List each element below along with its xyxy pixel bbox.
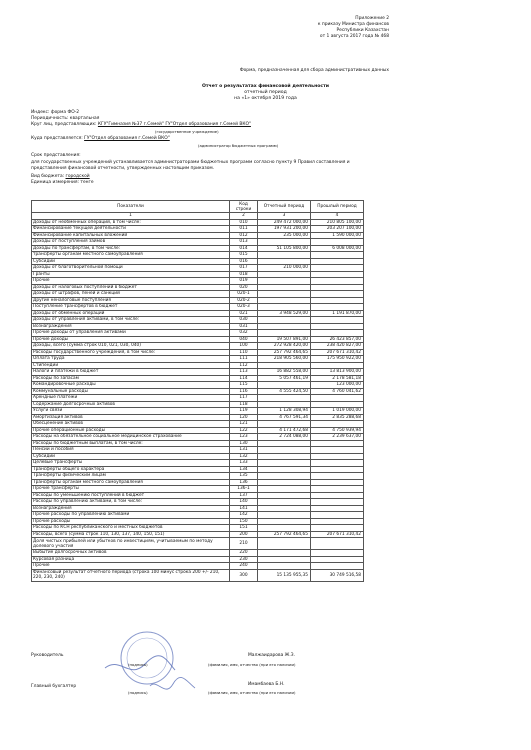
row-indicator: Пенсии и пособия: [32, 447, 230, 454]
row-code: 220: [230, 550, 258, 557]
row-code: 240: [230, 563, 258, 570]
row-indicator: Расходы по управлению активами, в том числе:: [32, 499, 230, 506]
row-code: 113: [230, 369, 258, 376]
deadline-text-2: представления финансовой отчетности, утвержденных настоящим приказом.: [31, 166, 215, 171]
row-code: 136-1: [230, 486, 258, 493]
order-reference: [318, 16, 389, 40]
country-line: Республики Казахстан: [336, 28, 389, 33]
row-code: 020-3: [230, 304, 258, 311]
row-code: 200: [230, 531, 258, 538]
row-indicator: Вознаграждения: [32, 323, 230, 330]
row-code: 132: [230, 453, 258, 460]
row-code: 016: [230, 258, 258, 265]
deadline-label: Срок представления:: [31, 153, 81, 158]
head-signature-note: (подпись): [128, 662, 148, 667]
row-code: 123: [230, 434, 258, 441]
column-number: 3: [258, 213, 311, 220]
row-code: 120: [230, 414, 258, 421]
row-previous-value: 13 813 900,00: [311, 369, 364, 376]
row-previous-value: 1 191 870,00: [311, 310, 364, 317]
row-code: 012: [230, 232, 258, 239]
header-previous-period: Прошлый период: [311, 201, 364, 213]
row-code: 121: [230, 421, 258, 428]
row-current-value: 5 057 461,19: [258, 375, 311, 382]
row-current-value: 4 767 591,34: [258, 414, 311, 421]
reporting-entity-note: (государственное учреждение): [155, 129, 219, 134]
row-indicator: Курсовая разница: [32, 556, 230, 563]
row-indicator: Целевые трансферты: [32, 460, 230, 467]
head-name-note: (фамилия, имя, отчество (при его наличии): [208, 662, 296, 667]
row-current-value: 1 128 308,94: [258, 408, 311, 415]
row-current-value: 16 882 558,00: [258, 369, 311, 376]
budget-type-value: городской: [65, 174, 90, 179]
row-code: 019: [230, 278, 258, 285]
row-indicator: Доходы по трансфертам, в том числе:: [32, 245, 230, 252]
appendix-line: Приложение 2: [355, 16, 389, 21]
row-indicator: Расходы по запасам: [32, 375, 230, 382]
table-row: [32, 538, 364, 550]
row-code: 013: [230, 239, 258, 246]
row-indicator: Доходы от штрафов, пеней и санкций: [32, 291, 230, 298]
row-current-value: 218 905 560,00: [258, 356, 311, 363]
row-current-value: 2 724 088,00: [258, 434, 311, 441]
row-code: 141: [230, 505, 258, 512]
chief-accountant-name: Имамбаева Б.Н.: [248, 682, 285, 687]
row-indicator: Доходы от благотворительной помощи: [32, 265, 230, 272]
row-previous-value: 1 590 000,00: [311, 232, 364, 239]
row-code: 020-1: [230, 291, 258, 298]
row-code: 017: [230, 265, 258, 272]
row-indicator: трансферты органам местного самоуправления: [32, 252, 230, 259]
row-current-value: 4 171 472,68: [258, 427, 311, 434]
row-code: 133: [230, 460, 258, 467]
deadline-text-1: для государственных учреждений устанавливается администраторами бюджетных программ согласно пункту 9 Правил составления и: [31, 160, 350, 165]
recipient-label: Куда представляется:: [31, 136, 83, 141]
row-previous-value: 2 239 637,00: [311, 434, 364, 441]
row-code: 134: [230, 466, 258, 473]
row-code: 117: [230, 395, 258, 402]
row-code: 014: [230, 245, 258, 252]
header-indicator: Показатели: [32, 201, 230, 213]
row-current-value: [258, 538, 311, 550]
row-code: 118: [230, 401, 258, 408]
row-previous-value: 175 950 922,00: [311, 356, 364, 363]
row-current-value: 257 792 464,65: [258, 531, 311, 538]
row-indicator: Финансирование капитальных вложений: [32, 232, 230, 239]
row-indicator: Обесценение активов: [32, 421, 230, 428]
row-indicator: Расходы по бюджетным выплатам, в том числе:: [32, 440, 230, 447]
row-previous-value: 207 671 310,42: [311, 349, 364, 356]
table-header-row: [32, 201, 364, 213]
row-indicator: Поступление трансфертов в бюджет: [32, 304, 230, 311]
row-indicator: Оплата труда: [32, 356, 230, 363]
row-indicator: Доля чистых прибылей или убытков по инвестициям, учитываемым по методу долевого участия: [32, 538, 230, 550]
chief-accountant-label: Главный бухгалтер: [31, 684, 77, 689]
row-code: 110: [230, 349, 258, 356]
row-indicator: Выбытие долгосрочных активов: [32, 550, 230, 557]
row-current-value: 19 507 891,00: [258, 336, 311, 343]
row-code: 020-2: [230, 297, 258, 304]
table-body: [32, 219, 364, 581]
head-label: Руководитель: [31, 653, 64, 658]
financial-results-table: [31, 200, 364, 582]
row-code: 300: [230, 569, 258, 581]
row-code: 114: [230, 375, 258, 382]
row-code: 142: [230, 512, 258, 519]
periodicity: Периодичность: квартальная: [31, 116, 100, 121]
row-indicator: Финансовый результат отчетного периода (строка 100 минус строка 200 +/- 210, 220, 230, 240): [32, 569, 230, 581]
row-indicator: Субсидии: [32, 453, 230, 460]
row-current-value: 4 555 424,50: [258, 388, 311, 395]
report-title: Отчет о результатах финансовой деятельности: [201, 84, 330, 89]
row-indicator: Коммунальные расходы: [32, 388, 230, 395]
row-code: 100: [230, 343, 258, 350]
row-indicator: Другие неналоговые поступления: [32, 297, 230, 304]
row-indicator: Финансирование текущей деятельности: [32, 226, 230, 233]
column-number: 1: [32, 213, 230, 220]
column-number: 4: [311, 213, 364, 220]
budget-type-label: Вид бюджета:: [31, 174, 65, 179]
row-indicator: Прочие трансферты: [32, 486, 230, 493]
recipient-value: ГУ"Отдел образования г.Семей ВКО": [84, 136, 170, 141]
row-indicator: Расходы государственного учреждения, в том числе:: [32, 349, 230, 356]
row-previous-value: 30 749 516,58: [311, 569, 364, 581]
row-previous-value: 4 750 939,94: [311, 427, 364, 434]
row-current-value: 3 948 529,00: [258, 310, 311, 317]
recipient: [31, 136, 170, 142]
row-indicator: Прочие доходы от управления активами: [32, 330, 230, 337]
row-previous-value: 1 019 000,00: [311, 408, 364, 415]
row-indicator: Расходы по уменьшению поступлений в бюджет: [32, 492, 230, 499]
row-current-value: 197 931 200,00: [258, 226, 311, 233]
row-indicator: Стипендии: [32, 362, 230, 369]
row-indicator: Трансферты органам местного самоуправления: [32, 479, 230, 486]
reporting-entity-value: КГУ"Гимназия №37 г.Семей" ГУ"Отдел образования г.Семей ВКО": [97, 122, 251, 127]
row-code: 030: [230, 317, 258, 324]
row-code: 131: [230, 447, 258, 454]
head-name: Малжаидарова Ж.З.: [248, 653, 295, 658]
row-code: 032: [230, 330, 258, 337]
row-indicator: Прочие расходы по управлению активами: [32, 512, 230, 519]
row-indicator: Гранты: [32, 271, 230, 278]
report-period-label: отчетный период: [244, 90, 287, 95]
row-code: 020: [230, 284, 258, 291]
row-indicator: Доходы от налоговых поступлений в бюджет: [32, 284, 230, 291]
official-stamp-and-signature: [95, 628, 205, 706]
row-code: 119: [230, 408, 258, 415]
reporting-entity: [31, 122, 251, 128]
row-current-value: 272 928 420,00: [258, 343, 311, 350]
row-code: 122: [230, 427, 258, 434]
row-current-value: 257 792 464,65: [258, 349, 311, 356]
row-indicator: Расходы, всего (сумма строк 110, 130, 137, 140, 150, 151): [32, 531, 230, 538]
row-previous-value: 123 000,00: [311, 382, 364, 389]
row-code: 135: [230, 473, 258, 480]
row-current-value: 15 135 955,35: [258, 569, 311, 581]
row-indicator: Прочие расходы: [32, 518, 230, 525]
row-indicator: Трансферты общего характера: [32, 466, 230, 473]
row-previous-value: 2 178 581,18: [311, 375, 364, 382]
row-code: 140: [230, 499, 258, 506]
row-code: 010: [230, 219, 258, 226]
row-previous-value: 238 420 827,00: [311, 343, 364, 350]
row-code: 210: [230, 538, 258, 550]
row-current-value: 235 000,00: [258, 232, 311, 239]
recipient-note: (администратор бюджетных программ): [198, 143, 279, 148]
row-previous-value: [311, 538, 364, 550]
row-indicator: Содержание долгосрочных активов: [32, 401, 230, 408]
chief-accountant-signature-note: (подпись): [128, 690, 148, 695]
row-indicator: Налоги и платежи в бюджет: [32, 369, 230, 376]
row-code: 018: [230, 271, 258, 278]
row-indicator: Амортизация активов: [32, 414, 230, 421]
row-current-value: 249 472 000,00: [258, 219, 311, 226]
row-indicator: Трансферты физическим лицам: [32, 473, 230, 480]
row-code: 137: [230, 492, 258, 499]
row-indicator: Услуги связи: [32, 408, 230, 415]
row-current-value: 210 000,00: [258, 265, 311, 272]
row-code: 112: [230, 362, 258, 369]
row-code: 115: [230, 382, 258, 389]
row-indicator: Арендные платежи: [32, 395, 230, 402]
row-previous-value: 207 671 310,42: [311, 531, 364, 538]
row-indicator: Доходы от обменных операций: [32, 310, 230, 317]
row-previous-value: 2 835 288,68: [311, 414, 364, 421]
row-indicator: Прочие: [32, 563, 230, 570]
row-indicator: Расходы по КСН республиканского и местных бюджетов: [32, 525, 230, 532]
report-date: на «1» октября 2019 года: [234, 96, 297, 101]
order-line: к приказу Министра финансов: [317, 22, 389, 27]
row-indicator: Доходы от управления активами, в том числе:: [32, 317, 230, 324]
row-code: 116: [230, 388, 258, 395]
form-index: Индекс: форма ФО-2: [31, 110, 80, 115]
reporting-entity-label: Круг лиц, представляющих:: [31, 122, 97, 127]
column-number: 2: [230, 213, 258, 220]
unit-of-measure: Единица измерения: тенге: [31, 180, 94, 185]
row-indicator: Прочие операционные расходы: [32, 427, 230, 434]
row-code: 151: [230, 525, 258, 532]
row-indicator: Расходы на обязательное социальное медицинское страхование: [32, 434, 230, 441]
row-indicator: Доходы, всего (сумма строк 010, 021, 030, 040): [32, 343, 230, 350]
header-row-code: Код строки: [230, 201, 258, 213]
row-indicator: Субсидии: [32, 258, 230, 265]
chief-accountant-name-note: (фамилия, имя, отчество (при его наличии): [208, 690, 296, 695]
row-code: 130: [230, 440, 258, 447]
row-previous-value: 26 423 857,00: [311, 336, 364, 343]
row-previous-value: 203 207 100,00: [311, 226, 364, 233]
row-code: 150: [230, 518, 258, 525]
header-current-period: Отчетный период: [258, 201, 311, 213]
row-current-value: 51 105 800,00: [258, 245, 311, 252]
row-indicator: Вознаграждения: [32, 505, 230, 512]
table-row: [32, 569, 364, 581]
row-indicator: Доходы от необменных операций, в том числе:: [32, 219, 230, 226]
row-indicator: Командировочные расходы: [32, 382, 230, 389]
row-code: 230: [230, 556, 258, 563]
row-previous-value: 6 008 000,00: [311, 245, 364, 252]
row-code: 031: [230, 323, 258, 330]
row-code: 021: [230, 310, 258, 317]
row-indicator: Доходы от поступления займов: [32, 239, 230, 246]
form-purpose-note: Форма, предназначенная для сбора административных данных: [239, 68, 389, 73]
row-code: 011: [230, 226, 258, 233]
row-code: 015: [230, 252, 258, 259]
row-previous-value: 210 805 100,00: [311, 219, 364, 226]
row-indicator: Прочие: [32, 278, 230, 285]
row-code: 136: [230, 479, 258, 486]
row-indicator: Прочие доходы: [32, 336, 230, 343]
row-previous-value: 4 760 041,62: [311, 388, 364, 395]
row-code: 111: [230, 356, 258, 363]
row-code: 040: [230, 336, 258, 343]
order-date-line: от 1 августа 2017 года № 468: [319, 34, 389, 39]
